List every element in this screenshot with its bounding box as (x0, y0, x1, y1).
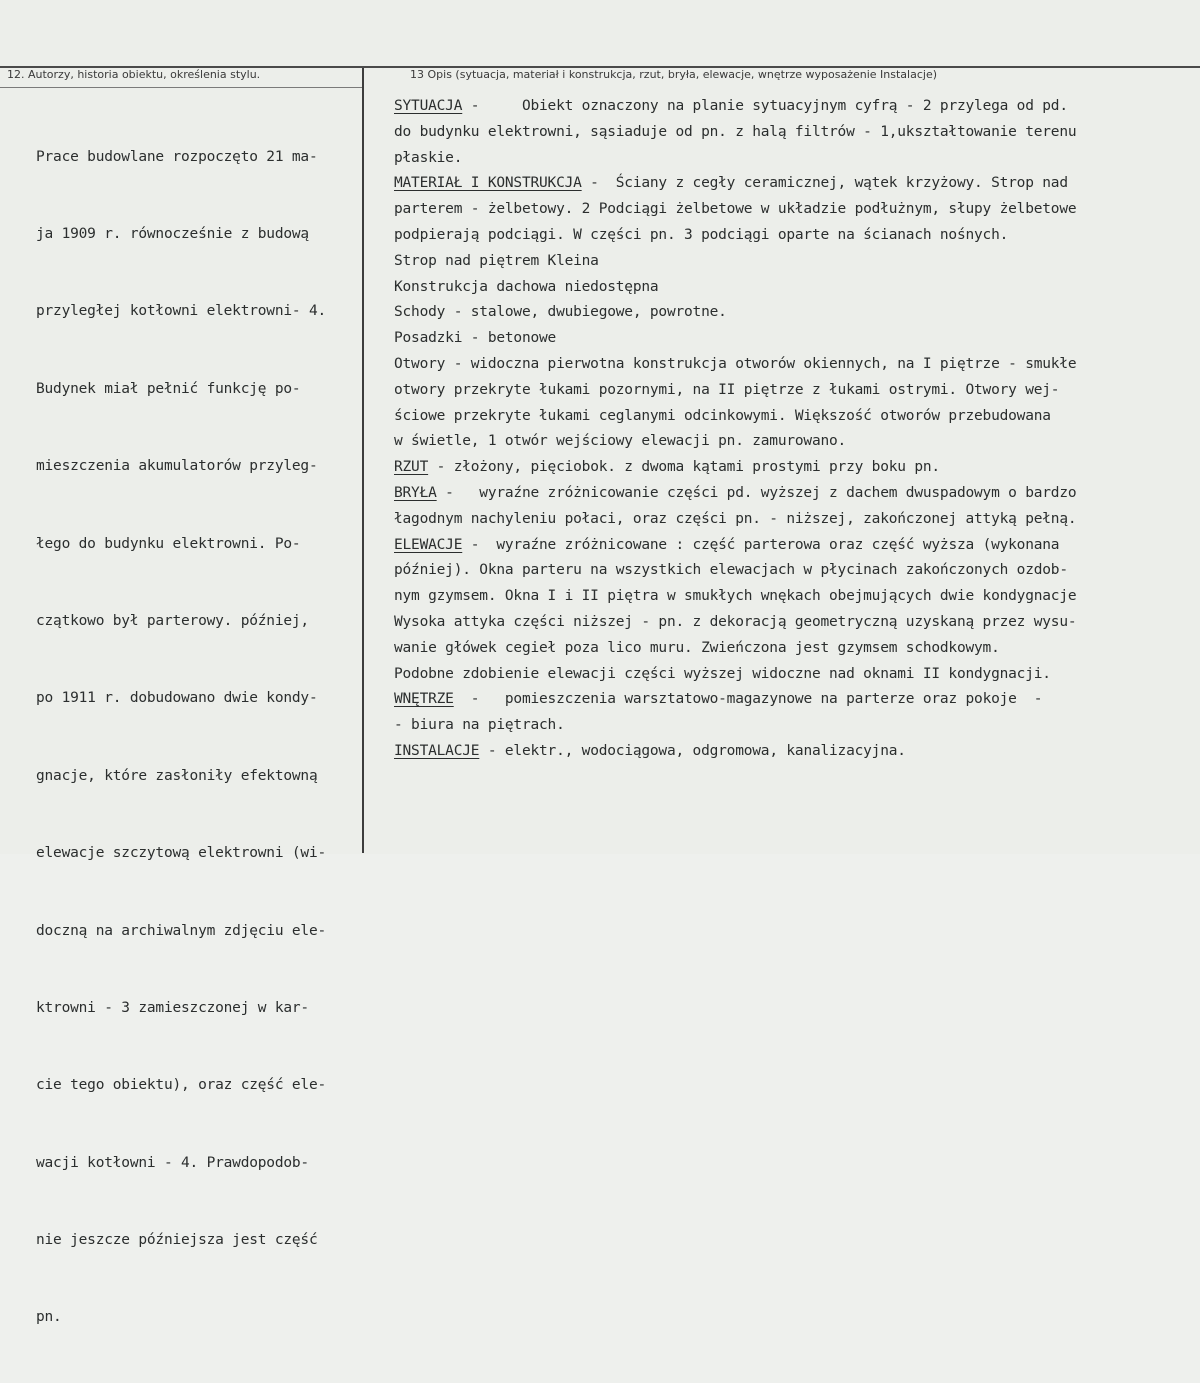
history-line: pn. (36, 1309, 62, 1326)
line-text: później). Okna parteru na wszystkich elewacjach w płycinach zakończonych ozdob- (394, 562, 1068, 579)
description-line (394, 378, 1194, 404)
description-line (394, 404, 1194, 430)
line-text: Strop nad piętrem Kleina (394, 252, 599, 269)
section-13-header: 13 Opis (sytuacja, materiał i konstrukcja, rzut, bryła, elewacje, wnętrze wyposażenie Instalacje) (410, 68, 938, 81)
line-text: parterem - żelbetowy. 2 Podciągi żelbetowe w układzie podłużnym, słupy żelbetowe (394, 201, 1077, 218)
history-line: czątkowo był parterowy. później, (36, 612, 309, 629)
description-line (394, 197, 1194, 223)
line-text: otwory przekryte łukami pozornymi, na II piętrze z łukami ostrymi. Otwory wej- (394, 381, 1060, 398)
history-line: Budynek miał pełnić funkcję po- (36, 380, 301, 397)
description-line (394, 429, 1194, 455)
line-heading: RZUT (394, 459, 429, 476)
history-line: nie jeszcze późniejsza jest część (36, 1232, 318, 1249)
history-line: wacji kotłowni - 4. Prawdopodob- (36, 1154, 309, 1171)
history-line: Prace budowlane rozpoczęto 21 ma- (36, 148, 318, 165)
description-line (394, 300, 1194, 326)
description-line (394, 352, 1194, 378)
line-text: Otwory - widoczna pierwotna konstrukcja otworów okiennych, na I piętrze - smukłe (394, 355, 1077, 372)
line-text: - Ściany z cegły ceramicznej, wątek krzyżowy. Strop nad (581, 175, 1068, 192)
description-line (394, 507, 1194, 533)
description-line (394, 171, 1194, 197)
history-line: elewacje szczytową elektrowni (wi- (36, 845, 327, 862)
history-line: gnacje, które zasłoniły efektowną (36, 767, 318, 784)
description-line (394, 636, 1194, 662)
line-heading: MATERIAŁ I KONSTRUKCJA (394, 175, 582, 192)
line-text: w świetle, 1 otwór wejściowy elewacji pn. zamurowano. (394, 433, 847, 450)
line-text: Posadzki - betonowe (394, 330, 557, 347)
history-line: cie tego obiektu), oraz część ele- (36, 1077, 327, 1094)
history-line: przyległej kotłowni elektrowni- 4. (36, 303, 327, 320)
history-line: mieszczenia akumulatorów przyleg- (36, 458, 318, 475)
line-heading: BRYŁA (394, 484, 437, 501)
line-text: - pomieszczenia warsztatowo-magazynowe na parterze oraz pokoje - (453, 691, 1043, 708)
history-line: łego do budynku elektrowni. Po- (36, 535, 301, 552)
description-line (394, 558, 1194, 584)
line-text: - elektr., wodociągowa, odgromowa, kanalizacyjna. (479, 742, 906, 759)
description-line (394, 533, 1194, 559)
history-line: po 1911 r. dobudowano dwie kondy- (36, 690, 318, 707)
description-line (394, 687, 1194, 713)
line-text: - złożony, pięciobok. z dwoma kątami prostymi przy boku pn. (428, 459, 940, 476)
line-text: - wyraźne zróżnicowane : część parterowa oraz część wyższa (wykonana (462, 536, 1060, 553)
line-heading: SYTUACJA (394, 98, 463, 114)
line-heading: WNĘTRZE (394, 691, 454, 708)
line-text: wanie główek cegieł poza lico muru. Zwieńczona jest gzymsem schodkowym. (394, 639, 1000, 656)
line-heading: ELEWACJE (394, 536, 463, 553)
description-line (394, 481, 1194, 507)
line-text: Konstrukcja dachowa niedostępna (394, 278, 659, 295)
description-line (394, 610, 1194, 636)
left-header-rule (0, 87, 362, 88)
history-line: ja 1909 r. równocześnie z budową (36, 225, 309, 242)
description-line (394, 146, 1194, 172)
line-text: łagodnym nachyleniu połaci, oraz części pn. - niższej, zakończonej attyką pełną. (394, 510, 1077, 527)
line-text: podpierają podciągi. W części pn. 3 podciągi oparte na ścianach nośnych. (394, 226, 1009, 243)
description-line (394, 120, 1194, 146)
history-line: doczną na archiwalnym zdjęciu ele- (36, 922, 327, 939)
line-text: Schody - stalowe, dwubiegowe, powrotne. (394, 304, 727, 321)
section-12-header: 12. Autorzy, historia obiektu, określenia stylu. (7, 68, 261, 81)
line-text: - biura na piętrach. (394, 717, 565, 734)
line-text: płaskie. (394, 149, 463, 166)
line-text: ściowe przekryte łukami ceglanymi odcinkowymi. Większość otworów przebudowana (394, 407, 1051, 424)
line-heading: INSTALACJE (394, 742, 480, 759)
line-text: - Obiekt oznaczony na planie sytuacyjnym cyfrą - 2 przylega od pd. (462, 98, 1068, 114)
line-text: nym gzymsem. Okna I i II piętra w smukłych wnękach obejmujących dwie kondygnacje (394, 588, 1077, 605)
line-text: Wysoka attyka części niższej - pn. z dekoracją geometryczną uzyskaną przez wysu- (394, 613, 1077, 630)
description-text (394, 94, 1194, 765)
description-line (394, 249, 1194, 275)
line-text: Podobne zdobienie elewacji części wyższej widoczne nad oknami II kondygnacji. (394, 665, 1051, 682)
history-text (36, 93, 366, 1383)
description-line (394, 94, 1194, 120)
history-line: ktrowni - 3 zamieszczonej w kar- (36, 999, 309, 1016)
line-text: do budynku elektrowni, sąsiaduje od pn. z halą filtrów - 1,ukształtowanie terenu (394, 123, 1077, 140)
description-line (394, 662, 1194, 688)
description-line (394, 455, 1194, 481)
description-line (394, 713, 1194, 739)
description-line (394, 584, 1194, 610)
description-line (394, 275, 1194, 301)
description-line (394, 739, 1194, 765)
description-line (394, 223, 1194, 249)
description-line (394, 326, 1194, 352)
line-text: - wyraźne zróżnicowanie części pd. wyższej z dachem dwuspadowym o bardzo (436, 484, 1077, 501)
